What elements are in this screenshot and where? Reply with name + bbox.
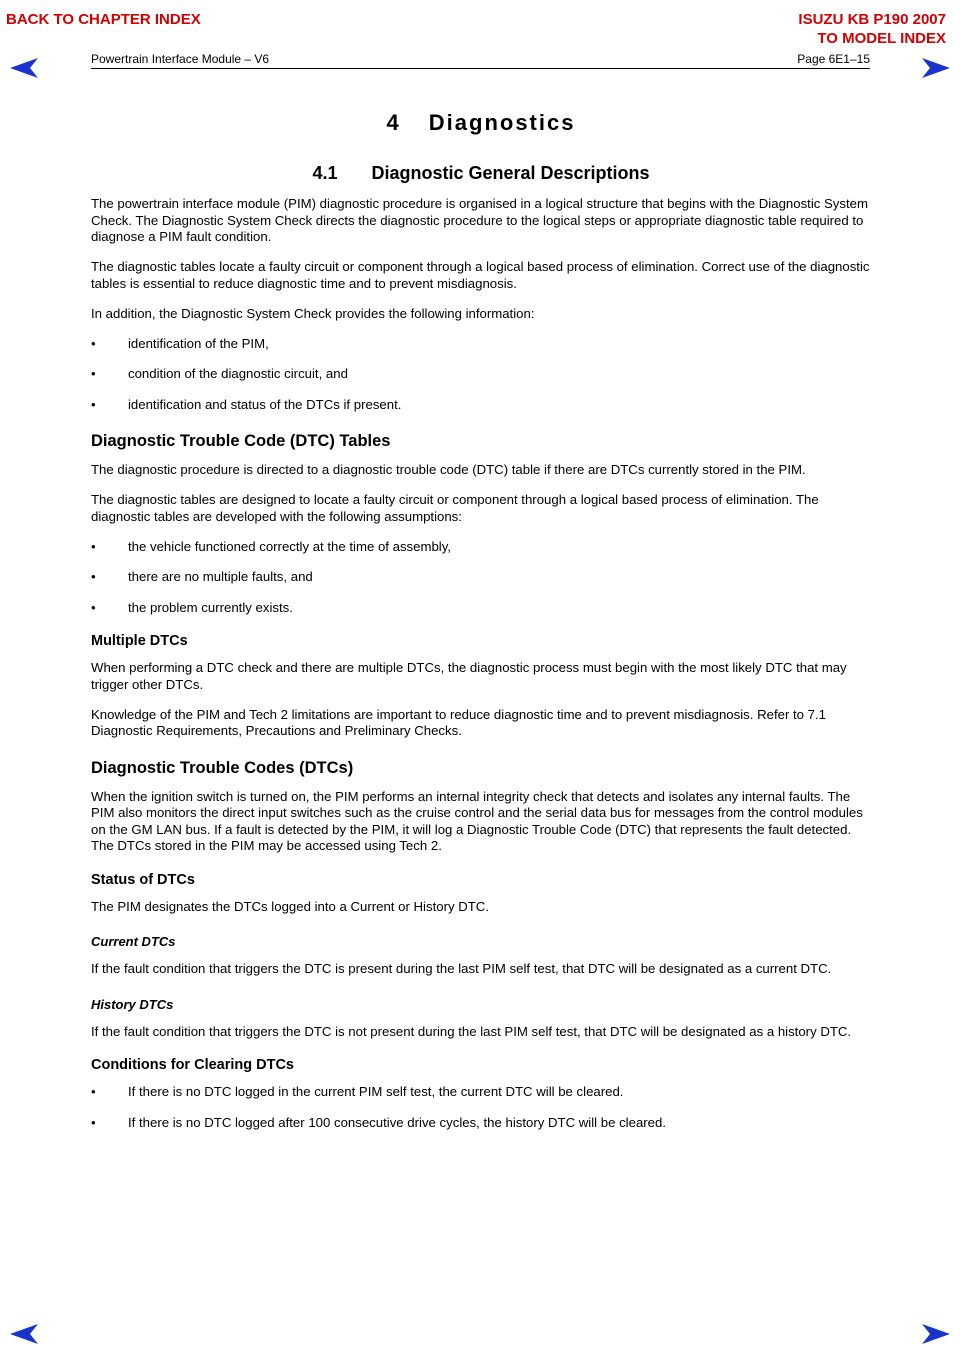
paragraph: When the ignition switch is turned on, the PIM performs an internal integrity check that detects and isolates any internal faults. The PIM also monitors the direct input switches such as the cruise control and the serial data bus for messages from the control modules on the GM LAN bus. If a fault is detected by the PIM, it will log a Diagnostic Trouble Code (DTC) that represents the fault detected. The DTCs stored in the PIM may be accessed using Tech 2. xyxy=(91,788,863,853)
clearing-dtcs-heading: Conditions for Clearing DTCs xyxy=(91,1057,294,1073)
paragraph: The diagnostic tables locate a faulty circuit or component through a logical based process of elimination. Correct use of the diagnostic tables is essential to reduce diagnostic time and to prevent misdiagnosis. xyxy=(91,259,870,291)
list-item: • If there is no DTC logged in the current PIM self test, the current DTC will be cleared. xyxy=(91,1084,624,1099)
bullet-icon: • xyxy=(91,1114,96,1130)
bullet-list xyxy=(91,539,871,617)
bullet-icon: • xyxy=(91,1084,96,1099)
header-page-number: Page 6E1–15 xyxy=(797,52,870,66)
current-dtcs-heading: Current DTCs xyxy=(91,934,176,949)
dtcs-heading: Diagnostic Trouble Codes (DTCs) xyxy=(91,758,354,777)
list-item: • identification of the PIM, xyxy=(91,335,269,351)
bullet-icon: • xyxy=(91,599,96,615)
list-item: • the vehicle functioned correctly at the time of assembly, xyxy=(91,538,452,554)
list-item: • condition of the diagnostic circuit, and xyxy=(91,366,348,381)
model-title-link[interactable]: ISUZU KB P190 2007 xyxy=(798,11,946,28)
bullet-icon: • xyxy=(91,569,96,584)
paragraph: The diagnostic procedure is directed to a diagnostic trouble code (DTC) table if there are DTCs currently stored in the PIM. xyxy=(91,462,806,477)
to-model-index-link[interactable]: TO MODEL INDEX xyxy=(817,30,946,47)
status-of-dtcs-heading: Status of DTCs xyxy=(91,871,195,888)
list-item: • the problem currently exists. xyxy=(91,599,293,615)
previous-page-arrow-icon[interactable] xyxy=(10,1324,38,1344)
bullet-list xyxy=(91,336,871,414)
bullet-icon: • xyxy=(91,335,96,351)
multiple-dtcs-heading: Multiple DTCs xyxy=(91,633,188,649)
bullet-icon: • xyxy=(91,538,96,554)
bullet-icon: • xyxy=(91,396,96,412)
list-item: • identification and status of the DTCs if present. xyxy=(91,396,402,412)
dtc-tables-heading: Diagnostic Trouble Code (DTC) Tables xyxy=(91,432,391,450)
paragraph: If the fault condition that triggers the DTC is not present during the last PIM self test, that DTC will be designated as a history DTC. xyxy=(91,1023,852,1039)
paragraph: If the fault condition that triggers the DTC is present during the last PIM self test, that DTC will be designated as a current DTC. xyxy=(91,961,832,976)
bullet-list xyxy=(91,1084,871,1131)
bullet-icon: • xyxy=(91,366,96,381)
previous-page-arrow-icon[interactable] xyxy=(10,58,38,78)
paragraph: The powertrain interface module (PIM) diagnostic procedure is organised in a logical structure that begins with the Diagnostic System Check. The Diagnostic System Check directs the diagnostic procedure to the logical steps or appropriate diagnostic table required to diagnose a PIM fault condition. xyxy=(91,196,868,244)
header-module-title: Powertrain Interface Module – V6 xyxy=(91,52,270,66)
history-dtcs-heading: History DTCs xyxy=(91,996,174,1012)
list-item: • there are no multiple faults, and xyxy=(91,569,313,584)
subsection-heading: 4.1 Diagnostic General Descriptions xyxy=(312,163,650,183)
page-header xyxy=(91,52,870,69)
next-page-arrow-icon[interactable] xyxy=(922,1324,950,1344)
paragraph: The diagnostic tables are designed to locate a faulty circuit or component through a logical based process of elimination. The diagnostic tables are developed with the following assumptions: xyxy=(91,492,819,524)
paragraph: The PIM designates the DTCs logged into a Current or History DTC. xyxy=(91,898,489,914)
paragraph: In addition, the Diagnostic System Check provides the following information: xyxy=(91,305,535,321)
list-item: • If there is no DTC logged after 100 consecutive drive cycles, the history DTC will be cleared. xyxy=(91,1114,666,1130)
section-heading: 4 Diagnostics xyxy=(386,110,576,135)
back-to-chapter-index-link[interactable]: BACK TO CHAPTER INDEX xyxy=(6,11,201,28)
paragraph: When performing a DTC check and there are multiple DTCs, the diagnostic process must begin with the most likely DTC that may trigger other DTCs. xyxy=(91,660,847,692)
document-body xyxy=(91,108,871,1145)
paragraph: Knowledge of the PIM and Tech 2 limitations are important to reduce diagnostic time and to prevent misdiagnosis. Refer to 7.1 Diagnostic Requirements, Precautions and Preliminary Checks. xyxy=(91,706,826,738)
next-page-arrow-icon[interactable] xyxy=(922,58,950,78)
